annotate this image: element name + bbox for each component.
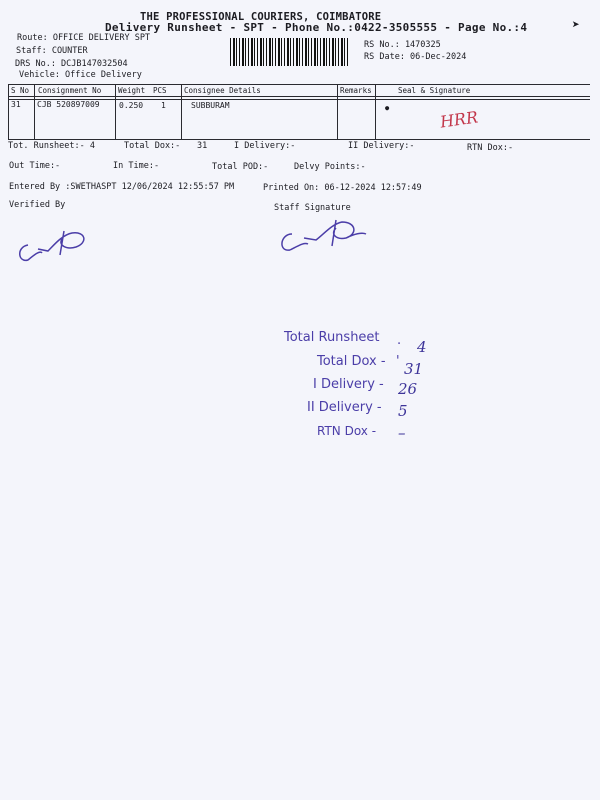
summary-total-dox-sep: ' (396, 354, 400, 369)
summary-rtn-dox-label: RTN Dox - (317, 424, 377, 438)
header-s-no: S No (11, 86, 30, 95)
verifier-signature-scribble (14, 215, 94, 270)
header-consignment-no: Consignment No (38, 86, 102, 95)
cell-s-no: 31 (11, 100, 21, 109)
rs-number: RS No.: 1470325 (364, 40, 441, 50)
rtn-dox-label: RTN Dox:- (467, 143, 514, 153)
route-label: Route: OFFICE DELIVERY SPT (17, 33, 151, 43)
summary-i-delivery-label: I Delivery - (313, 377, 384, 392)
header-pcs: PCS (153, 86, 167, 95)
summary-total-dox-value: 31 (404, 360, 424, 378)
col-divider (8, 84, 9, 139)
seal-mark: ● (385, 104, 390, 112)
col-divider (34, 84, 35, 139)
handwritten-row-signature: HRR (438, 107, 480, 132)
delvy-points-label: Delvy Points:- (294, 162, 366, 172)
header-weight: Weight (118, 86, 146, 95)
summary-ii-delivery-value: 5 (398, 402, 408, 420)
cell-consignee: SUBBURAM (191, 101, 230, 110)
col-divider (375, 84, 376, 139)
header-seal-signature: Seal & Signature (398, 86, 471, 95)
col-divider (337, 84, 338, 139)
table-bottom-border (8, 139, 590, 140)
cell-pcs: 1 (161, 101, 166, 110)
tot-runsheet: Tot. Runsheet:- 4 (8, 141, 95, 151)
total-pod-label: Total POD:- (212, 162, 269, 172)
summary-total-runsheet-label: Total Runsheet (284, 330, 380, 345)
summary-total-runsheet-value: 4 (417, 338, 427, 356)
entered-by: Entered By :SWETHASPT 12/06/2024 12:55:57 PM (9, 182, 235, 192)
summary-ii-delivery-label: II Delivery - (307, 400, 382, 415)
total-dox-label: Total Dox:- (124, 141, 181, 151)
in-time-label: In Time:- (113, 161, 160, 171)
table-top-border (8, 84, 590, 85)
cell-weight: 0.250 (119, 101, 144, 110)
staff-signature-scribble (276, 212, 371, 262)
table-header-border (8, 96, 590, 97)
company-name: THE PROFESSIONAL COURIERS, COIMBATORE (140, 11, 382, 23)
runsheet-title: Delivery Runsheet - SPT - Phone No.:0422-3505555 - Page No.:4 (105, 21, 528, 34)
rs-date: RS Date: 06-Dec-2024 (364, 52, 467, 62)
cell-consignment-no: CJB 520897009 (37, 100, 100, 109)
printed-on: Printed On: 06-12-2024 12:57:49 (263, 183, 422, 193)
col-divider (181, 84, 182, 139)
barcode-image (230, 38, 350, 66)
header-consignee-details: Consignee Details (184, 86, 261, 95)
ii-delivery-label: II Delivery:- (348, 141, 415, 151)
staff-label: Staff: COUNTER (16, 46, 88, 56)
vehicle-label: Vehicle: Office Delivery (19, 70, 142, 80)
summary-total-dox-label: Total Dox - (317, 354, 386, 369)
i-delivery-label: I Delivery:- (234, 141, 296, 151)
drs-number: DRS No.: DCJB147032504 (15, 59, 128, 69)
header-remarks: Remarks (340, 86, 372, 95)
summary-total-runsheet-sep: . (397, 333, 402, 348)
total-dox-value: 31 (197, 141, 208, 151)
staff-signature-label: Staff Signature (274, 203, 351, 213)
out-time-label: Out Time:- (9, 161, 61, 171)
summary-i-delivery-value: 26 (398, 380, 418, 398)
verified-by-label: Verified By (9, 200, 66, 210)
col-divider (115, 84, 116, 139)
arrow-mark-icon: ➤ (572, 18, 580, 33)
summary-rtn-dox-value: – (398, 424, 406, 442)
